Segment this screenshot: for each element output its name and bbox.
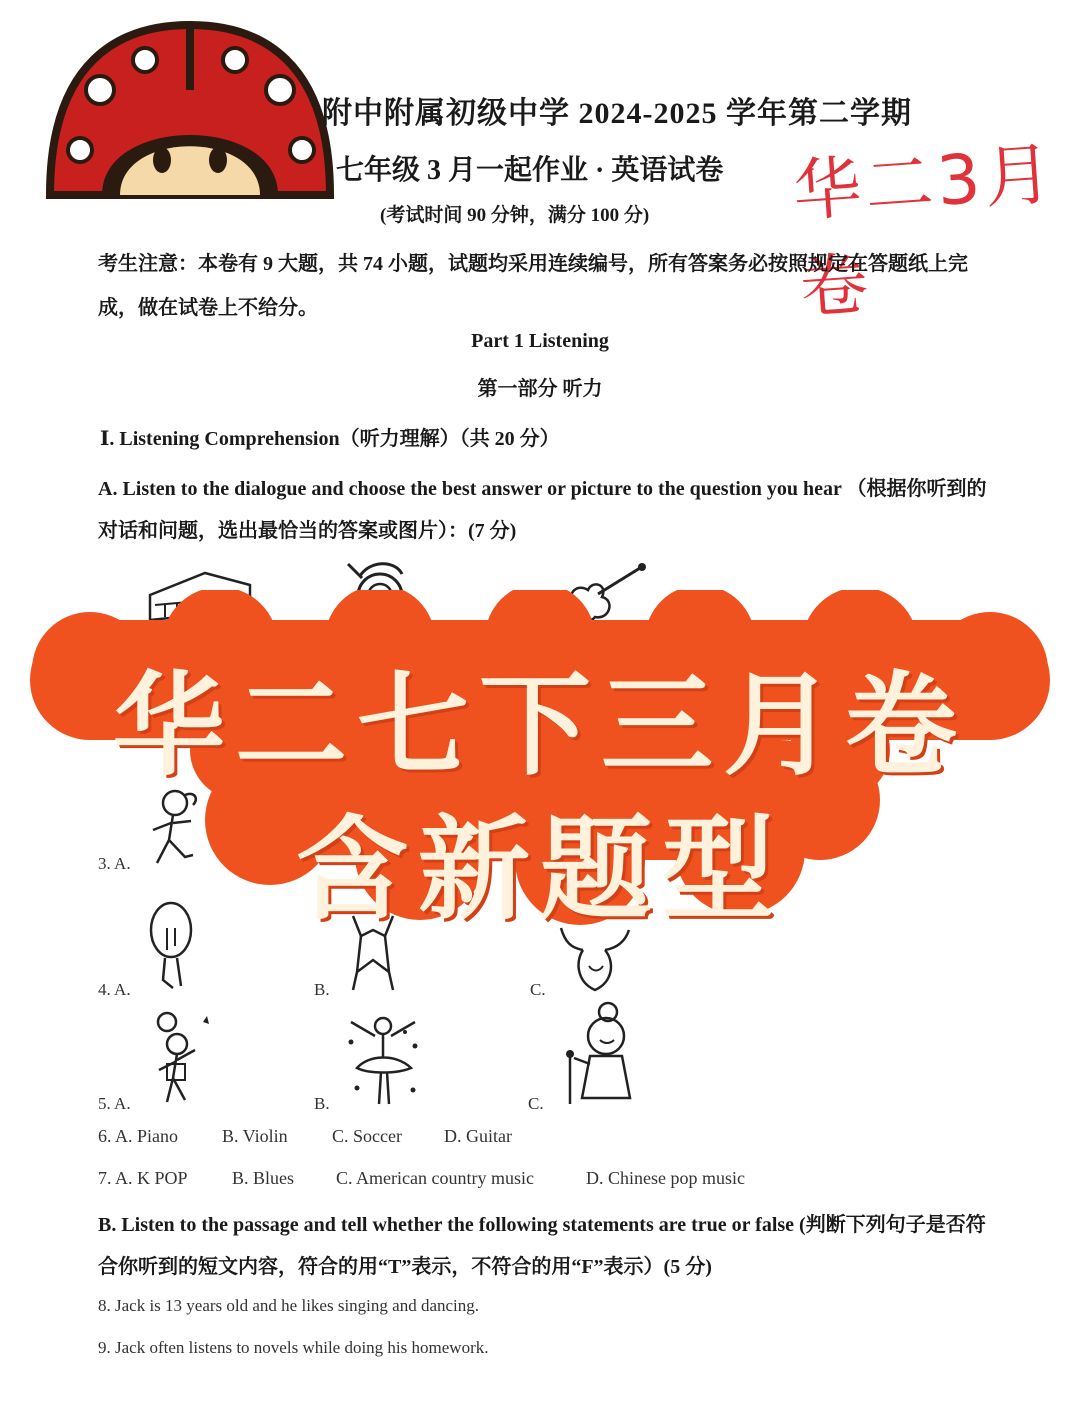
handwritten-note: 华二3月卷 (790, 134, 1059, 329)
question-7 (98, 1168, 745, 1189)
part-title-zh: 第一部分 听力 (477, 378, 603, 400)
ladybug-logo (40, 20, 340, 200)
statement-9: 9. Jack often listens to novels while doing his homework. (98, 1338, 489, 1357)
section-b-instructions: B. Listen to the passage and tell whether the following statements are true or false (判断下列句子是否符合你听到的短文内容，符合的用“T”表示，不符合的用“F”表示）(5 分) (98, 1214, 986, 1278)
question-7-option-b: B. Blues (232, 1168, 295, 1188)
question-4-option-b: B. (314, 980, 330, 999)
singer-icon (560, 1000, 640, 1108)
question-6-option-a: 6. A. Piano (98, 1126, 179, 1146)
question-5-option-b: B. (314, 1094, 330, 1113)
candidate-notice: 考生注意：本卷有 9 大题，共 74 小题，试题均采用连续编号，所有答案务必按照规定在答题纸上完成，做在试卷上不给分。 (98, 253, 968, 319)
section-heading: Ⅰ. Listening Comprehension（听力理解）（共 20 分） (100, 428, 560, 450)
banner-subtitle: 含新题型 (296, 805, 784, 935)
question-5-label: 5. A. (98, 1094, 131, 1113)
exam-title: 附中附属初级中学 2024-2025 学年第二学期 (322, 97, 912, 130)
question-7-option-a: 7. A. K POP (98, 1168, 188, 1188)
question-7-option-d: D. Chinese pop music (586, 1168, 745, 1188)
question-6-option-c: C. Soccer (332, 1126, 402, 1146)
question-7-option-c: C. American country music (336, 1168, 534, 1188)
question-6-option-b: B. Violin (222, 1126, 288, 1146)
question-4-label: 4. A. (98, 980, 131, 999)
part-title-en: Part 1 Listening (471, 330, 609, 352)
badminton-girl-icon (145, 1010, 215, 1108)
question-4-option-c: C. (530, 980, 546, 999)
question-6 (98, 1126, 512, 1147)
exam-time: (考试时间 90 分钟，满分 100 分) (380, 205, 650, 226)
ballerina-icon (343, 1012, 425, 1108)
statement-8: 8. Jack is 13 years old and he likes singing and dancing. (98, 1296, 480, 1315)
question-3-label: 3. A. (98, 854, 131, 873)
question-5-option-c: C. (528, 1094, 544, 1113)
question-6-option-d: D. Guitar (444, 1126, 512, 1146)
banner-title: 华二七下三月卷 (113, 661, 967, 791)
section-a-instructions: A. Listen to the dialogue and choose the best answer or picture to the question you hear （根据你听到的对话和问题，选出最恰当的答案或图片）：(7 分) (98, 478, 987, 542)
exam-subtitle: 七年级 3 月一起作业 · 英语试卷 (336, 155, 724, 186)
